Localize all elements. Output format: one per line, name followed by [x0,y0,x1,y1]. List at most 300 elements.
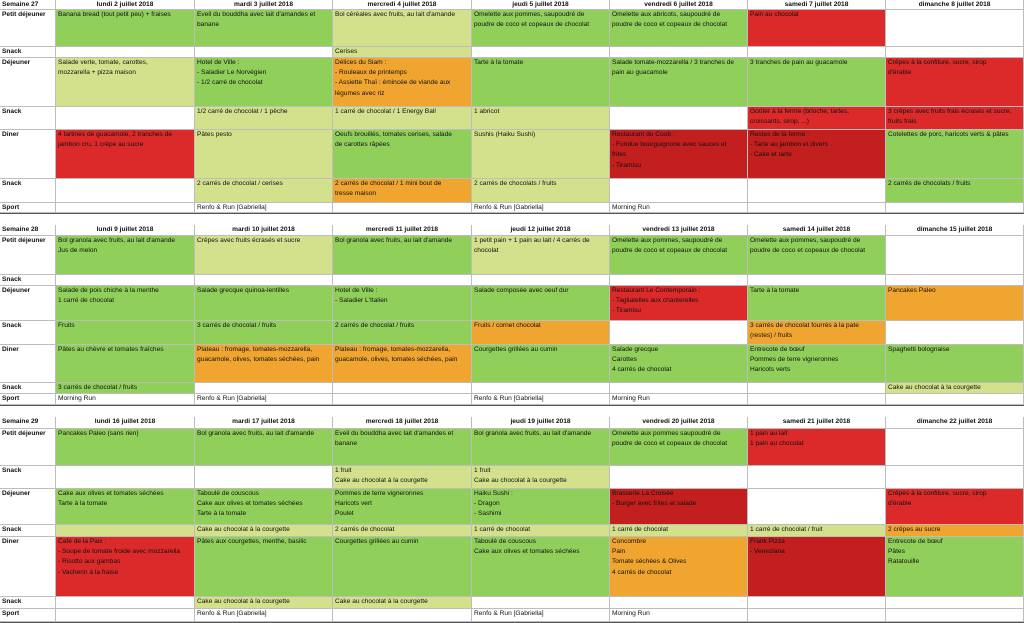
meal-cell[interactable] [56,107,195,130]
meal-cell[interactable] [886,537,1024,597]
meal-label[interactable] [0,383,56,394]
meal-cell[interactable] [610,236,748,275]
meal-text: 2 carrés de chocolats / fruits [474,180,557,187]
meal-cell[interactable] [886,489,1024,525]
meal-cell[interactable] [195,275,333,286]
meal-text: Restes de la ferme : [750,131,810,138]
meal-text: 1 carré de chocolat / 1 Energy Ball [335,108,436,115]
meal-label[interactable] [0,525,56,537]
meal-cell[interactable] [610,47,748,58]
meal-cell[interactable] [886,130,1024,179]
meal-text: Omelette aux pommes, saupoudré de [612,237,723,244]
week-label[interactable] [0,417,56,429]
meal-cell[interactable] [886,179,1024,203]
meal-cell[interactable] [472,10,610,47]
meal-cell[interactable] [748,429,886,466]
meal-cell[interactable] [195,597,333,609]
meal-cell[interactable] [610,58,748,107]
meal-cell[interactable] [748,130,886,179]
meal-cell[interactable] [56,466,195,489]
meal-cell[interactable] [472,107,610,130]
meal-label-text: Déjeuner [2,59,31,66]
meal-cell[interactable] [333,609,472,622]
meal-cell[interactable] [886,466,1024,489]
day-header-text: samedi 7 juillet 2018 [784,1,849,8]
meal-text: Hotel de Ville : [197,59,240,66]
meal-text: Salade tomate-mozzarella / 3 tranches de [612,59,735,66]
meal-cell[interactable] [195,179,333,203]
meal-label[interactable] [0,203,56,213]
meal-label-text: Diner [2,538,19,545]
meal-cell[interactable] [56,236,195,275]
meal-cell[interactable] [195,429,333,466]
meal-text: - Assiette Thaï : émincée de viande aux [335,79,451,87]
day-header[interactable] [886,417,1024,429]
meal-cell[interactable] [610,130,748,179]
meal-cell[interactable] [472,203,610,213]
meal-text: Hotel de Ville : [335,287,378,294]
meal-cell[interactable] [748,107,886,130]
meal-cell[interactable] [886,236,1024,275]
day-header-text: lundi 16 juillet 2018 [94,418,156,425]
meal-text: Salade de pois chiche à la menthe [58,287,159,294]
meal-cell[interactable] [333,107,472,130]
meal-cell[interactable] [610,537,748,597]
meal-cell[interactable] [472,47,610,58]
meal-text: Cake au chocolat à la courgette [335,477,428,485]
meal-text: Délices du Siam : [335,59,387,66]
meal-cell[interactable] [333,236,472,275]
day-header-text: mercredi 4 juillet 2018 [367,1,437,8]
meal-cell[interactable] [610,383,748,394]
meal-cell[interactable] [472,489,610,525]
day-header[interactable] [333,417,472,429]
meal-cell[interactable] [886,525,1024,537]
meal-cell[interactable] [610,203,748,213]
day-header-text: dimanche 15 juillet 2018 [916,226,993,233]
meal-text: banane [335,440,358,448]
meal-cell[interactable] [333,179,472,203]
meal-text: - Cake et tarte [750,151,792,159]
meal-label[interactable] [0,10,56,47]
meal-cell[interactable] [56,597,195,609]
day-header[interactable] [610,417,748,429]
meal-text: - Rouleaux de printemps [335,69,407,77]
meal-cell[interactable] [195,203,333,213]
meal-cell[interactable] [195,47,333,58]
meal-cell[interactable] [748,489,886,525]
meal-text: Salade grecque quinoa-lentilles [197,287,290,294]
meal-label-text: Sport [2,610,20,617]
meal-cell[interactable] [333,394,472,405]
meal-cell[interactable] [195,345,333,383]
day-header[interactable] [333,0,472,10]
meal-cell[interactable] [748,394,886,405]
meal-label-text: Snack [2,322,22,329]
meal-cell[interactable] [333,597,472,609]
meal-text: poudre de coco et copeaux de chocolat [612,440,728,448]
meal-text: Renfo & Run [Gabriella] [197,204,267,211]
meal-cell[interactable] [886,10,1024,47]
meal-cell[interactable] [748,203,886,213]
day-header[interactable] [886,225,1024,236]
meal-cell[interactable] [472,597,610,609]
meal-label[interactable] [0,236,56,275]
meal-cell[interactable] [333,321,472,345]
day-header[interactable] [748,225,886,236]
meal-cell[interactable] [56,609,195,622]
meal-cell[interactable] [886,597,1024,609]
meal-cell[interactable] [610,286,748,321]
meal-text: Plateau : fromage, tomates-mozzarella, [197,346,313,353]
meal-cell[interactable] [748,179,886,203]
meal-cell[interactable] [333,58,472,107]
day-header[interactable] [56,0,195,10]
meal-text: Eveil du bouddha avec lait d'amandes et [197,11,316,18]
day-header-text: dimanche 22 juillet 2018 [916,418,993,425]
meal-text: Omelette aux pommes saupoudré de [612,430,721,437]
meal-label-text: Snack [2,384,22,391]
meal-label[interactable] [0,345,56,383]
day-header[interactable] [472,225,610,236]
meal-cell[interactable] [748,286,886,321]
meal-label[interactable] [0,275,56,286]
meal-cell[interactable] [748,321,886,345]
meal-cell[interactable] [886,58,1024,107]
day-header-text: samedi 14 juillet 2018 [782,226,851,233]
meal-label[interactable] [0,179,56,203]
meal-cell[interactable] [56,10,195,47]
meal-text: poudre de coco et copeaux de chocolat [612,247,728,255]
day-header[interactable] [748,0,886,10]
meal-label-text: Déjeuner [2,490,31,497]
meal-text: Bol granola avec fruits, au lait d'amande [335,237,453,244]
meal-text: 4 carrés de chocolat [612,366,672,374]
meal-cell[interactable] [610,394,748,405]
day-header-text: mardi 17 juillet 2018 [232,418,295,425]
meal-text: Tarte à la tomate [58,500,108,508]
meal-cell[interactable] [472,525,610,537]
meal-cell[interactable] [472,58,610,107]
meal-cell[interactable] [195,537,333,597]
meal-cell[interactable] [333,275,472,286]
meal-cell[interactable] [610,609,748,622]
day-header-text: mardi 3 juillet 2018 [233,1,293,8]
meal-text: Morning Run [58,395,96,402]
meal-cell[interactable] [333,525,472,537]
meal-text: - Veneziana [750,548,785,556]
meal-cell[interactable] [472,321,610,345]
meal-cell[interactable] [472,466,610,489]
meal-cell[interactable] [195,107,333,130]
meal-label-text: Snack [2,467,22,474]
meal-text: d'érable [888,500,912,508]
day-header[interactable] [195,225,333,236]
meal-text: Concombre [612,538,647,545]
meal-label[interactable] [0,597,56,609]
meal-label-text: Petit déjeuner [2,237,46,244]
meal-text: Bol céréales avec fruits, au lait d'amande [335,11,456,18]
meal-text: Oeufs brouillés, tomates cerises, salade [335,131,452,138]
day-header[interactable] [333,225,472,236]
meal-text: 3 crêpes avec fruits frais écrasés et sucre, [888,108,1012,115]
meal-text: Pâtes aux courgettes, menthe, basilic [197,538,307,545]
meal-label-text: Déjeuner [2,287,31,294]
meal-cell[interactable] [748,275,886,286]
meal-text: 1 fruit [335,467,352,474]
meal-label-text: Diner [2,346,19,353]
meal-cell[interactable] [748,597,886,609]
meal-cell[interactable] [886,345,1024,383]
meal-text: pain au guacamole [612,69,668,77]
meal-text: Salade verte, tomate, carottes, [58,59,148,66]
meal-label[interactable] [0,537,56,597]
meal-text: banane [197,21,220,29]
meal-cell[interactable] [886,609,1024,622]
meal-cell[interactable] [748,58,886,107]
meal-text: 2 carrés de chocolat / fruits [335,322,415,329]
meal-label[interactable] [0,609,56,622]
day-header-text: jeudi 19 juillet 2018 [510,418,571,425]
meal-cell[interactable] [333,466,472,489]
day-header-text: jeudi 5 juillet 2018 [512,1,569,8]
meal-cell[interactable] [610,275,748,286]
meal-cell[interactable] [886,394,1024,405]
meal-cell[interactable] [886,383,1024,394]
meal-cell[interactable] [333,286,472,321]
meal-text: d'érable [888,69,912,77]
meal-cell[interactable] [472,383,610,394]
meal-cell[interactable] [610,466,748,489]
meal-text: guacamole, olives, tomates séchées, pain [335,356,458,364]
meal-text: 2 carrés de chocolats / fruits [888,180,971,187]
meal-cell[interactable] [56,383,195,394]
meal-text: Fruits [58,322,75,329]
meal-cell[interactable] [333,537,472,597]
meal-cell[interactable] [472,345,610,383]
meal-cell[interactable] [472,394,610,405]
meal-cell[interactable] [195,466,333,489]
meal-text: Renfo & Run [Gabriella] [197,395,267,402]
week-label[interactable] [0,0,56,10]
meal-text: Ratatouille [888,558,920,566]
meal-cell[interactable] [748,383,886,394]
day-header[interactable] [195,417,333,429]
week-separator [0,405,1024,406]
meal-cell[interactable] [748,537,886,597]
meal-label[interactable] [0,107,56,130]
meal-cell[interactable] [56,345,195,383]
meal-label[interactable] [0,47,56,58]
meal-cell[interactable] [195,321,333,345]
meal-cell[interactable] [748,47,886,58]
meal-label-text: Snack [2,48,22,55]
meal-cell[interactable] [610,179,748,203]
day-header[interactable] [610,0,748,10]
meal-cell[interactable] [472,286,610,321]
meal-text: 2 carrés de chocolat / 1 mini bout de [335,180,442,187]
meal-cell[interactable] [748,466,886,489]
meal-cell[interactable] [56,179,195,203]
day-header-text: lundi 9 juillet 2018 [96,226,154,233]
meal-cell[interactable] [333,345,472,383]
meal-cell[interactable] [56,275,195,286]
meal-cell[interactable] [333,130,472,179]
week-label[interactable] [0,225,56,236]
meal-cell[interactable] [472,429,610,466]
day-header-text: vendredi 20 juillet 2018 [642,418,715,425]
meal-text: 4 carrés de chocolat [612,568,672,576]
meal-cell[interactable] [610,489,748,525]
meal-cell[interactable] [333,10,472,47]
meal-text: Banana bread (tout petit peu) + fraises [58,11,171,18]
meal-label-text: Sport [2,204,20,211]
meal-cell[interactable] [56,394,195,405]
meal-cell[interactable] [333,203,472,213]
meal-cell[interactable] [610,345,748,383]
meal-label[interactable] [0,466,56,489]
day-header[interactable] [472,0,610,10]
meal-text: Poulet [335,510,354,518]
meal-cell[interactable] [610,525,748,537]
meal-cell[interactable] [748,10,886,47]
day-header[interactable] [748,417,886,429]
meal-cell[interactable] [610,107,748,130]
meal-cell[interactable] [56,321,195,345]
meal-cell[interactable] [195,236,333,275]
meal-text: Crêpes avec fruits écrasés et sucre [197,237,301,244]
meal-text: légumes avec riz [335,89,385,97]
meal-text: - Risotto aux gambas [58,558,121,566]
meal-label-text: Snack [2,108,22,115]
day-header[interactable] [472,417,610,429]
meal-text: - Tiramisu [612,161,641,169]
meal-cell[interactable] [56,286,195,321]
meal-cell[interactable] [748,236,886,275]
meal-text: Crêpes à la confiture, sucre, sirop [888,490,987,497]
meal-cell[interactable] [472,537,610,597]
meal-cell[interactable] [886,321,1024,345]
meal-cell[interactable] [472,179,610,203]
meal-text: Sushis (Haiku Sushi) [474,131,536,138]
meal-cell[interactable] [56,537,195,597]
meal-label[interactable] [0,130,56,179]
meal-text: Salade composée avec oeuf dur [474,287,569,294]
meal-text: guacamole, olives, tomates séchées, pain [197,356,320,364]
meal-cell[interactable] [886,286,1024,321]
meal-cell[interactable] [333,383,472,394]
meal-cell[interactable] [610,429,748,466]
meal-label[interactable] [0,394,56,405]
meal-cell[interactable] [886,429,1024,466]
meal-label[interactable] [0,321,56,345]
day-header[interactable] [886,0,1024,10]
meal-cell[interactable] [195,286,333,321]
meal-cell[interactable] [748,525,886,537]
meal-cell[interactable] [195,383,333,394]
meal-cell[interactable] [886,107,1024,130]
meal-text: Tomate séchées & Olives [612,558,687,566]
day-header-text: samedi 21 juillet 2018 [782,418,851,425]
meal-text: chocolat [474,247,499,255]
meal-cell[interactable] [195,130,333,179]
meal-cell[interactable] [56,525,195,537]
meal-text: mozzarella + pizza maison [58,69,136,77]
meal-text: 3 tranches de pain au guacamole [750,59,848,66]
meal-cell[interactable] [56,58,195,107]
meal-text: Haricots vert [335,500,373,508]
meal-text: tresse maison [335,190,377,198]
meal-cell[interactable] [333,47,472,58]
meal-cell[interactable] [195,10,333,47]
meal-text: Pâtes au chèvre et tomates fraîches [58,346,164,353]
meal-cell[interactable] [195,489,333,525]
meal-cell[interactable] [886,47,1024,58]
meal-text: Morning Run [612,204,650,211]
meal-cell[interactable] [472,275,610,286]
meal-cell[interactable] [333,429,472,466]
meal-cell[interactable] [610,597,748,609]
meal-text: 1 petit pain + 1 pain au lait / 4 carrés de [474,237,590,244]
meal-text: poudre de coco et copeaux de chocolat [750,247,866,255]
meal-cell[interactable] [56,203,195,213]
meal-label[interactable] [0,489,56,525]
meal-text: Café de la Paix : [58,538,107,545]
meal-text: 1 fruit [474,467,491,474]
meal-text: - Sashimi [474,510,502,518]
meal-cell[interactable] [748,345,886,383]
meal-cell[interactable] [333,489,472,525]
meal-cell[interactable] [56,130,195,179]
meal-text: Carottes [612,356,637,364]
meal-cell[interactable] [56,47,195,58]
day-header[interactable] [56,417,195,429]
meal-cell[interactable] [195,609,333,622]
day-header[interactable] [195,0,333,10]
meal-text: Cake au chocolat à la courgette [888,384,981,391]
day-header-text: lundi 2 juillet 2018 [96,1,154,8]
meal-cell[interactable] [610,10,748,47]
meal-text: Morning Run [612,395,650,402]
meal-cell[interactable] [886,203,1024,213]
meal-label[interactable] [0,286,56,321]
meal-cell[interactable] [195,58,333,107]
meal-cell[interactable] [748,609,886,622]
meal-text: 3 carrés de chocolat / fruits [58,384,138,391]
meal-cell[interactable] [886,275,1024,286]
meal-cell[interactable] [56,429,195,466]
day-header[interactable] [610,225,748,236]
meal-label[interactable] [0,429,56,466]
meal-cell[interactable] [610,321,748,345]
meal-cell[interactable] [472,130,610,179]
meal-cell[interactable] [195,525,333,537]
meal-cell[interactable] [472,609,610,622]
meal-text: poudre de coco et copeaux de chocolat [612,21,728,29]
meal-label[interactable] [0,58,56,107]
meal-text: Fruits / cornet chocolat [474,322,541,329]
meal-cell[interactable] [195,394,333,405]
day-header[interactable] [56,225,195,236]
meal-text: Haricots verts [750,366,791,374]
meal-text: Haiku Sushi : [474,490,513,497]
meal-cell[interactable] [56,489,195,525]
meal-cell[interactable] [472,236,610,275]
meal-text: - Tarte au jambon et divers [750,141,828,149]
meal-text: Cake aux olives et tomates séchées [474,548,580,556]
meal-text: Pommes de terre vigneronnes [335,490,424,497]
meal-text: Courgettes grillées au cumin [335,538,419,545]
